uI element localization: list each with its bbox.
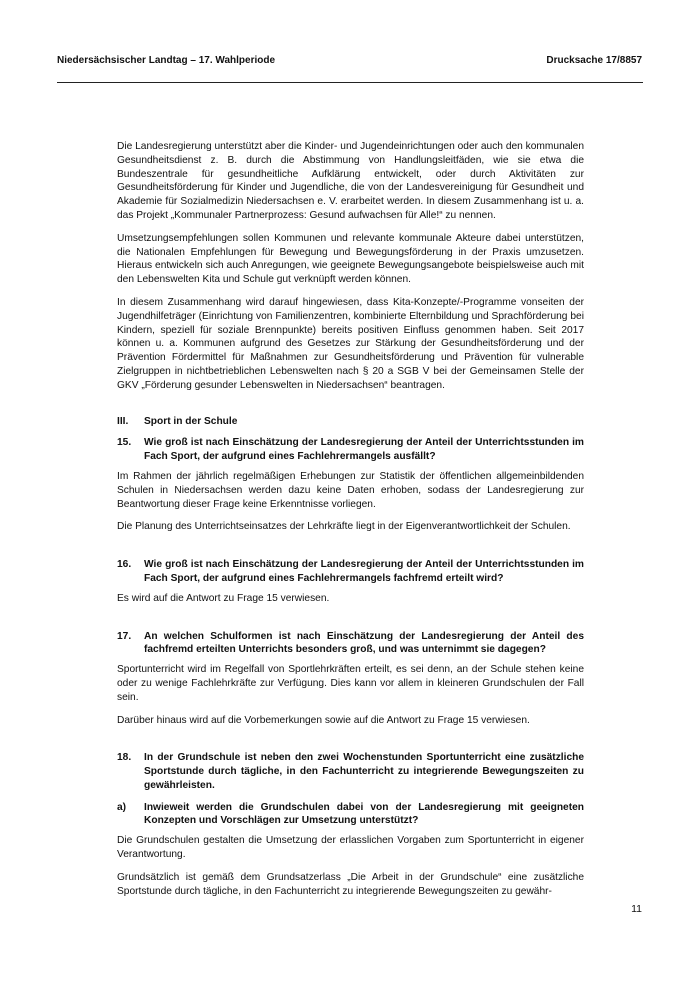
answer-17-paragraph-1: Sportunterricht wird im Regelfall von Sportlehrkräften erteilt, es sei denn, an der Schule stehen keine oder zu wenige Fachlehrkräfte zur Verfügung. Dies kann vor allem in kleineren Grundschulen der Fall sein. bbox=[117, 664, 584, 703]
page-body bbox=[117, 140, 584, 907]
question-15 bbox=[117, 436, 584, 464]
answer-16-paragraph-1: Es wird auf die Antwort zu Frage 15 verwiesen. bbox=[117, 592, 330, 604]
intro-paragraph-2: Umsetzungsempfehlungen sollen Kommunen und relevante kommunale Akteure dabei unterstützen, die Nationalen Empfehlungen für Bewegung und Bewegungsförderung in der Praxis umzusetzen. Hieraus entwickeln sich auch Anregungen, wie geeignete Bewegungsangebote beispielsweise auch mit den Lebenswelten Kita und Schule gut verknüpft werden können. bbox=[117, 232, 584, 286]
question-16-text: Wie groß ist nach Einschätzung der Landesregierung der Anteil der Unterrichtsstunden im Fach Sport, der aufgrund eines Fachlehrermangels fachfremd erteilt wird? bbox=[144, 559, 584, 584]
intro-paragraph-3: In diesem Zusammenhang wird darauf hingewiesen, dass Kita-Konzepte/-Programme vonseiten der Jugendhilfeträger (Einrichtung von Familienzentren, kombinierte Elternbildung und Sprachförderung bei Kindern, speziell für soziale Brennpunkte) bereits positiven Einfluss genommen haben. Seit 2017 können u. a. Kommunen aufgrund des Gesetzes zur Stärkung der Gesundheitsförderung und der Prävention Fördermittel für Maßnahmen zur Gesundheitsförderung und Prävention für vulnerable Zielgruppen in nichtbetrieblichen Lebenswelten nach § 20 a SGB V bei der Gemeinsamen Stelle der GKV „Förderung gesunder Lebenswelten in Niedersachsen“ beantragen. bbox=[117, 296, 584, 391]
question-15-number: 15. bbox=[117, 437, 132, 449]
question-18a bbox=[117, 801, 584, 829]
answer-18a-paragraph-1: Die Grundschulen gestalten die Umsetzung der erlasslichen Vorgaben zum Sportunterricht in eigener Verantwortung. bbox=[117, 835, 584, 861]
answer-15-paragraph-2: Die Planung des Unterrichtseinsatzes der Lehrkräfte liegt in der Eigenverantwortlichkeit der Schulen. bbox=[117, 521, 571, 533]
answer-15-paragraph-1: Im Rahmen der jährlich regelmäßigen Erhebungen zur Statistik der öffentlichen allgemeinbildenden Schulen in Niedersachsen werden dazu keine Daten erhoben, sodass der Landesregierung zur Beantwortung dieser Frage keine Erkenntnisse vorliegen. bbox=[117, 470, 584, 510]
document-number: Drucksache 17/8857 bbox=[546, 55, 642, 66]
question-17-text: An welchen Schulformen ist nach Einschätzung der Landesregierung der Anteil des fachfremd erteilten Unterrichts besonders groß, und was unternimmt sie dagegen? bbox=[144, 630, 584, 656]
question-18a-text: Inwieweit werden die Grundschulen dabei von der Landesregierung mit geeigneten Konzepten und Vorschlägen zur Umsetzung unterstützt? bbox=[144, 801, 584, 827]
section-heading bbox=[117, 415, 584, 429]
question-15-text: Wie groß ist nach Einschätzung der Landesregierung der Anteil der Unterrichtsstunden im Fach Sport, der aufgrund eines Fachlehrermangels ausfällt? bbox=[144, 437, 584, 463]
header-divider bbox=[57, 82, 643, 83]
question-16 bbox=[117, 558, 584, 586]
question-17 bbox=[117, 630, 584, 658]
question-18-text: In der Grundschule ist neben den zwei Wochenstunden Sportunterricht eine zusätzliche Sportstunde durch tägliche, in den Fachunterricht zu integrierende Bewegungszeiten zu gewährleisten. bbox=[144, 752, 584, 791]
question-17-number: 17. bbox=[117, 630, 132, 642]
question-18 bbox=[117, 751, 584, 792]
header-title: Niedersächsischer Landtag – 17. Wahlperiode bbox=[57, 55, 276, 66]
question-18-number: 18. bbox=[117, 752, 132, 764]
question-16-number: 16. bbox=[117, 559, 132, 571]
section-title: Sport in der Schule bbox=[144, 415, 238, 427]
answer-18a-paragraph-2: Grundsätzlich ist gemäß dem Grundsatzerlass „Die Arbeit in der Grundschule“ eine zusätzliche Sportstunde durch tägliche, in den Fachunterricht zu integrierende Bewegungszeiten zu gewähr- bbox=[117, 871, 584, 897]
intro-paragraph-1: Die Landesregierung unterstützt aber die Kinder- und Jugendeinrichtungen oder auch den kommunalen Gesundheitsdienst z. B. durch die Abstimmung von Handlungsleitfäden, wie sie etwa die Bundeszentrale für gesundheitliche Aufklärung entwickelt, oder durch Aktivitäten zur Gesundheitsförderung für Kinder und Jugendliche, die von der Landesvereinigung für Gesundheit und Akademie für Sozialmedizin Niedersachsen e. V. erarbeitet werden. In diesem Zusammenhang ist u. a. das Projekt „Kommunaler Partnerprozess: Gesund aufwachsen für Alle!“ zu nennen. bbox=[117, 141, 584, 221]
page-number: 11 bbox=[631, 903, 642, 915]
question-18a-number: a) bbox=[117, 801, 127, 813]
section-number: III. bbox=[117, 415, 129, 427]
answer-17-paragraph-2: Darüber hinaus wird auf die Vorbemerkungen sowie auf die Antwort zu Frage 15 verwiesen. bbox=[117, 714, 530, 726]
